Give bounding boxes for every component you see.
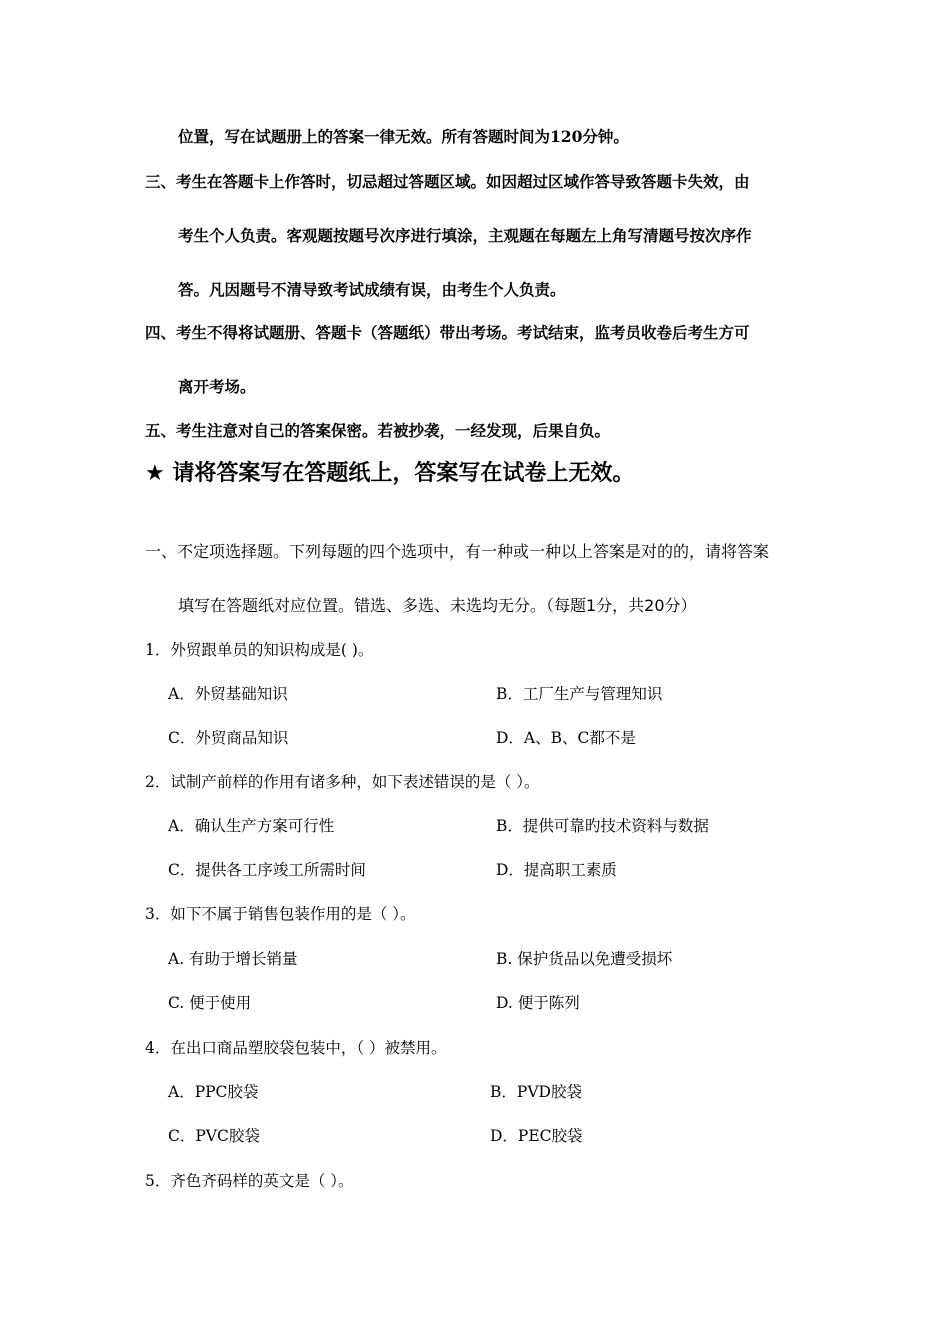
question-1-option-d: D．A、B、C都不是 [496, 729, 636, 747]
question-2-option-a: A．确认生产方案可行性 [168, 817, 335, 835]
notice-rule-4-line-2: 离开考场。 [178, 377, 256, 396]
notice-rule-3-line-1: 三、考生在答题卡上作答时，切忌超过答题区域。如因超过区域作答导致答题卡失效，由 [145, 172, 750, 191]
question-5-text: 5．齐色齐码样的英文是（ ）。 [145, 1172, 354, 1190]
question-2-text: 2．试制产前样的作用有诸多种，如下表述错误的是（ ）。 [145, 773, 540, 791]
section-1-instructions-line-2: 填写在答题纸对应位置。错选、多选、未选均无分。（每题1分，共20分） [178, 596, 697, 615]
question-1-option-b: B．工厂生产与管理知识 [496, 685, 663, 703]
question-3-option-d: D. 便于陈列 [496, 994, 580, 1012]
question-1-option-a: A．外贸基础知识 [168, 685, 288, 703]
notice-rule-5: 五、考生注意对自己的答案保密。若被抄袭，一经发现，后果自负。 [145, 421, 611, 440]
question-4-option-d: D．PEC胶袋 [490, 1127, 583, 1145]
question-3-option-a: A. 有助于增长销量 [168, 950, 298, 968]
notice-line-answer-position: 位置，写在试题册上的答案一律无效。所有答题时间为120分钟。 [178, 127, 629, 146]
question-4-text: 4．在出口商品塑胶袋包装中，（ ）被禁用。 [145, 1039, 447, 1057]
question-1-option-c: C．外贸商品知识 [168, 729, 289, 747]
question-1-text: 1．外贸跟单员的知识构成是( )。 [145, 641, 374, 659]
question-2-option-d: D．提高职工素质 [496, 861, 617, 879]
notice-rule-3-line-2: 考生个人负责。客观题按题号次序进行填涂，主观题在每题左上角写清题号按次序作 [178, 226, 752, 245]
question-4-option-b: B．PVD胶袋 [490, 1083, 582, 1101]
section-1-instructions-line-1: 一、不定项选择题。下列每题的四个选项中，有一种或一种以上答案是对的的，请将答案 [145, 542, 770, 561]
answer-sheet-headline: ★ 请将答案写在答题纸上，答案写在试卷上无效。 [145, 461, 635, 486]
question-4-option-a: A．PPC胶袋 [168, 1083, 259, 1101]
notice-rule-4-line-1: 四、考生不得将试题册、答题卡（答题纸）带出考场。考试结束，监考员收卷后考生方可 [145, 323, 750, 342]
question-2-option-b: B．提供可靠旳技术资料与数据 [496, 817, 709, 835]
question-3-option-b: B. 保护货品以免遭受损坏 [496, 950, 673, 968]
question-4-option-c: C．PVC胶袋 [168, 1127, 260, 1145]
question-3-text: 3．如下不属于销售包装作用的是（ ）。 [145, 905, 416, 923]
notice-rule-3-line-3: 答。凡因题号不清导致考试成绩有误，由考生个人负责。 [178, 280, 566, 299]
question-2-option-c: C．提供各工序竣工所需时间 [168, 861, 366, 879]
question-3-option-c: C. 便于使用 [168, 994, 252, 1012]
